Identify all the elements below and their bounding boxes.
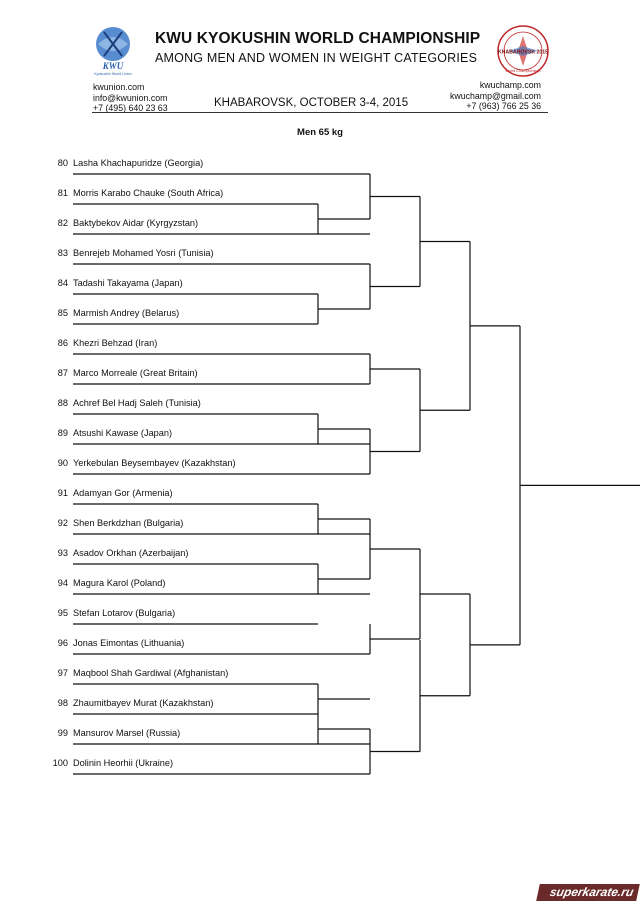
kwu-logo-text: KWU <box>102 61 124 71</box>
competitor-name: Magura Karol (Poland) <box>73 578 166 588</box>
championship-email[interactable]: kwuchamp@gmail.com <box>449 90 541 101</box>
competitor-name: Adamyan Gor (Armenia) <box>73 488 173 498</box>
competitor-name: Marmish Andrey (Belarus) <box>73 308 180 318</box>
competitor-name: Tadashi Takayama (Japan) <box>73 278 183 288</box>
competitor-name: Khezri Behzad (Iran) <box>73 338 158 348</box>
competitor-seed: 81 <box>57 188 68 198</box>
competitor-name: Marco Morreale (Great Britain) <box>73 368 198 378</box>
competitor-name: Atsushi Kawase (Japan) <box>73 428 173 438</box>
competitor-seed: 99 <box>57 728 68 738</box>
competitor-name: Zhaumitbayev Murat (Kazakhstan) <box>73 698 214 708</box>
event-location-date: KHABAROVSK, OCTOBER 3-4, 2015 <box>214 97 409 109</box>
competitor-name: Shen Berkdzhan (Bulgaria) <box>73 518 184 528</box>
competitor-name: Lasha Khachapuridze (Georgia) <box>73 158 204 168</box>
competitor-name: Achref Bel Hadj Saleh (Tunisia) <box>73 398 201 408</box>
competitor-seed: 95 <box>57 608 68 618</box>
championship-title: KWU KYOKUSHIN WORLD CHAMPIONSHIP <box>155 30 481 47</box>
weight-category-title: Men 65 kg <box>297 127 343 138</box>
competitor-name: Benrejeb Mohamed Yosri (Tunisia) <box>73 248 214 258</box>
competitor-seed: 82 <box>57 218 68 228</box>
seal-text: KHABAROVSK 2015 <box>497 49 549 56</box>
competitor-seed: 85 <box>57 308 68 318</box>
organizer-email[interactable]: info@kwunion.com <box>93 92 168 103</box>
competitor-name: Jonas Eimontas (Lithuania) <box>73 638 185 648</box>
competitor-seed: 92 <box>57 518 68 528</box>
competitor-seed: 87 <box>57 368 68 378</box>
competitor-seed: 96 <box>57 638 68 648</box>
competitor-seed: 86 <box>57 338 68 348</box>
site-watermark: superkarate.ru <box>536 884 640 901</box>
organizer-website[interactable]: kwunion.com <box>93 82 145 92</box>
competitor-name: Yerkebulan Beysembayev (Kazakhstan) <box>73 458 236 468</box>
competitor-seed: 90 <box>57 458 68 468</box>
competitor-seed: 84 <box>57 278 68 288</box>
competitor-seed: 93 <box>57 548 68 558</box>
competitor-seed: 97 <box>57 668 68 678</box>
seal-subtext: World Championship <box>505 69 541 73</box>
competitor-name: Stefan Lotarov (Bulgaria) <box>73 608 176 618</box>
competitor-seed: 89 <box>57 428 68 438</box>
championship-phone: +7 (963) 766 25 36 <box>466 101 541 111</box>
competitor-name: Maqbool Shah Gardiwal (Afghanistan) <box>73 668 229 678</box>
championship-subtitle: AMONG MEN AND WOMEN IN WEIGHT CATEGORIES <box>155 51 478 65</box>
competitor-seed: 83 <box>57 248 68 258</box>
championship-website[interactable]: kwuchamp.com <box>479 80 541 90</box>
kwu-logo-subtext: Kyokushin World Union <box>94 72 132 76</box>
organizer-phone: +7 (495) 640 23 63 <box>93 103 168 113</box>
competitor-seed: 100 <box>52 758 68 768</box>
competitor-seed: 98 <box>57 698 68 708</box>
competitor-seed: 94 <box>57 578 68 588</box>
competitor-name: Asadov Orkhan (Azerbaijan) <box>73 548 189 558</box>
competitor-name: Mansurov Marsel (Russia) <box>73 728 181 738</box>
competitor-name: Dolinin Heorhii (Ukraine) <box>73 758 174 768</box>
competitor-seed: 80 <box>57 158 68 168</box>
competitor-name: Baktybekov Aidar (Kyrgyzstan) <box>73 218 199 228</box>
competitor-seed: 91 <box>57 488 68 498</box>
competitor-name: Morris Karabo Chauke (South Africa) <box>73 188 224 198</box>
competitor-seed: 88 <box>57 398 68 408</box>
